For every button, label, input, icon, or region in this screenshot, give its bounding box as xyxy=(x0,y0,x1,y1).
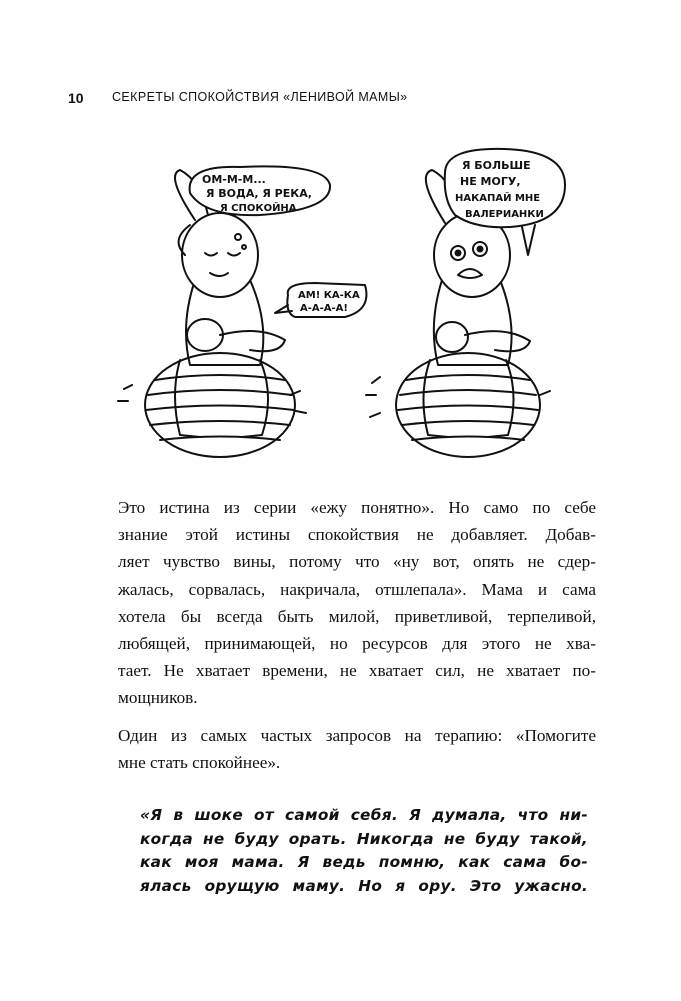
cartoon-illustrations xyxy=(110,145,570,475)
running-title: СЕКРЕТЫ СПОКОЙСТВИЯ «ЛЕНИВОЙ МАМЫ» xyxy=(112,90,408,104)
paragraph-2 xyxy=(118,722,596,776)
baby-cry-line-1: АМ! КА-КА xyxy=(298,290,360,301)
page-header xyxy=(68,86,628,110)
thought-line-2: Я ВОДА, Я РЕКА, xyxy=(206,187,312,200)
thought-line-1: ОМ-М-М... xyxy=(202,173,266,186)
text-line: знание этой истины спокойствия не добавляет. Добав- xyxy=(118,525,596,545)
speech-line-3: НАКАПАЙ МНЕ xyxy=(455,193,541,204)
text-line: Это истина из серии «ежу понятно». Но само по себе xyxy=(118,498,596,517)
speech-line-1: Я БОЛЬШЕ xyxy=(462,159,531,172)
speech-line-4: ВАЛЕРИАНКИ xyxy=(465,209,544,220)
baby-cry-line-2: А-А-А-А! xyxy=(300,303,348,314)
quote-line: ялась орущую маму. Но я ору. Это ужасно. xyxy=(140,876,588,895)
text-line: Один из самых частых запросов на терапию: «Помогите xyxy=(118,726,596,745)
calm-mother-drawing xyxy=(118,166,366,457)
text-line: ляет чувство вины, потому что «ну вот, опять не сдер- xyxy=(118,552,596,572)
quote-line: как моя мама. Я ведь помню, как сама бо- xyxy=(140,853,588,871)
handwritten-quote xyxy=(140,804,588,898)
text-line: мощников. xyxy=(118,688,198,708)
page-number: 10 xyxy=(68,90,84,106)
stressed-mother-drawing xyxy=(366,149,565,457)
paragraph-1 xyxy=(118,494,596,712)
text-line: любящей, принимающей, но ресурсов для этого не хва- xyxy=(118,634,596,654)
thought-line-3: Я СПОКОЙНА xyxy=(220,203,297,214)
quote-line: когда не буду орать. Никогда не буду такой, xyxy=(140,829,588,848)
text-line: жалась, сорвалась, накричала, отшлепала». Мама и сама xyxy=(118,579,596,599)
text-line: мне стать спокойнее». xyxy=(118,753,281,773)
speech-line-2: НЕ МОГУ, xyxy=(460,175,521,188)
text-line: тает. Не хватает времени, не хватает сил, не хватает по- xyxy=(118,661,596,681)
cartoon-mothers-on-fitballs xyxy=(110,145,570,475)
text-line: хотела бы всегда быть милой, приветливой, терпеливой, xyxy=(118,606,596,626)
quote-line: «Я в шоке от самой себя. Я думала, что ни- xyxy=(140,806,588,824)
